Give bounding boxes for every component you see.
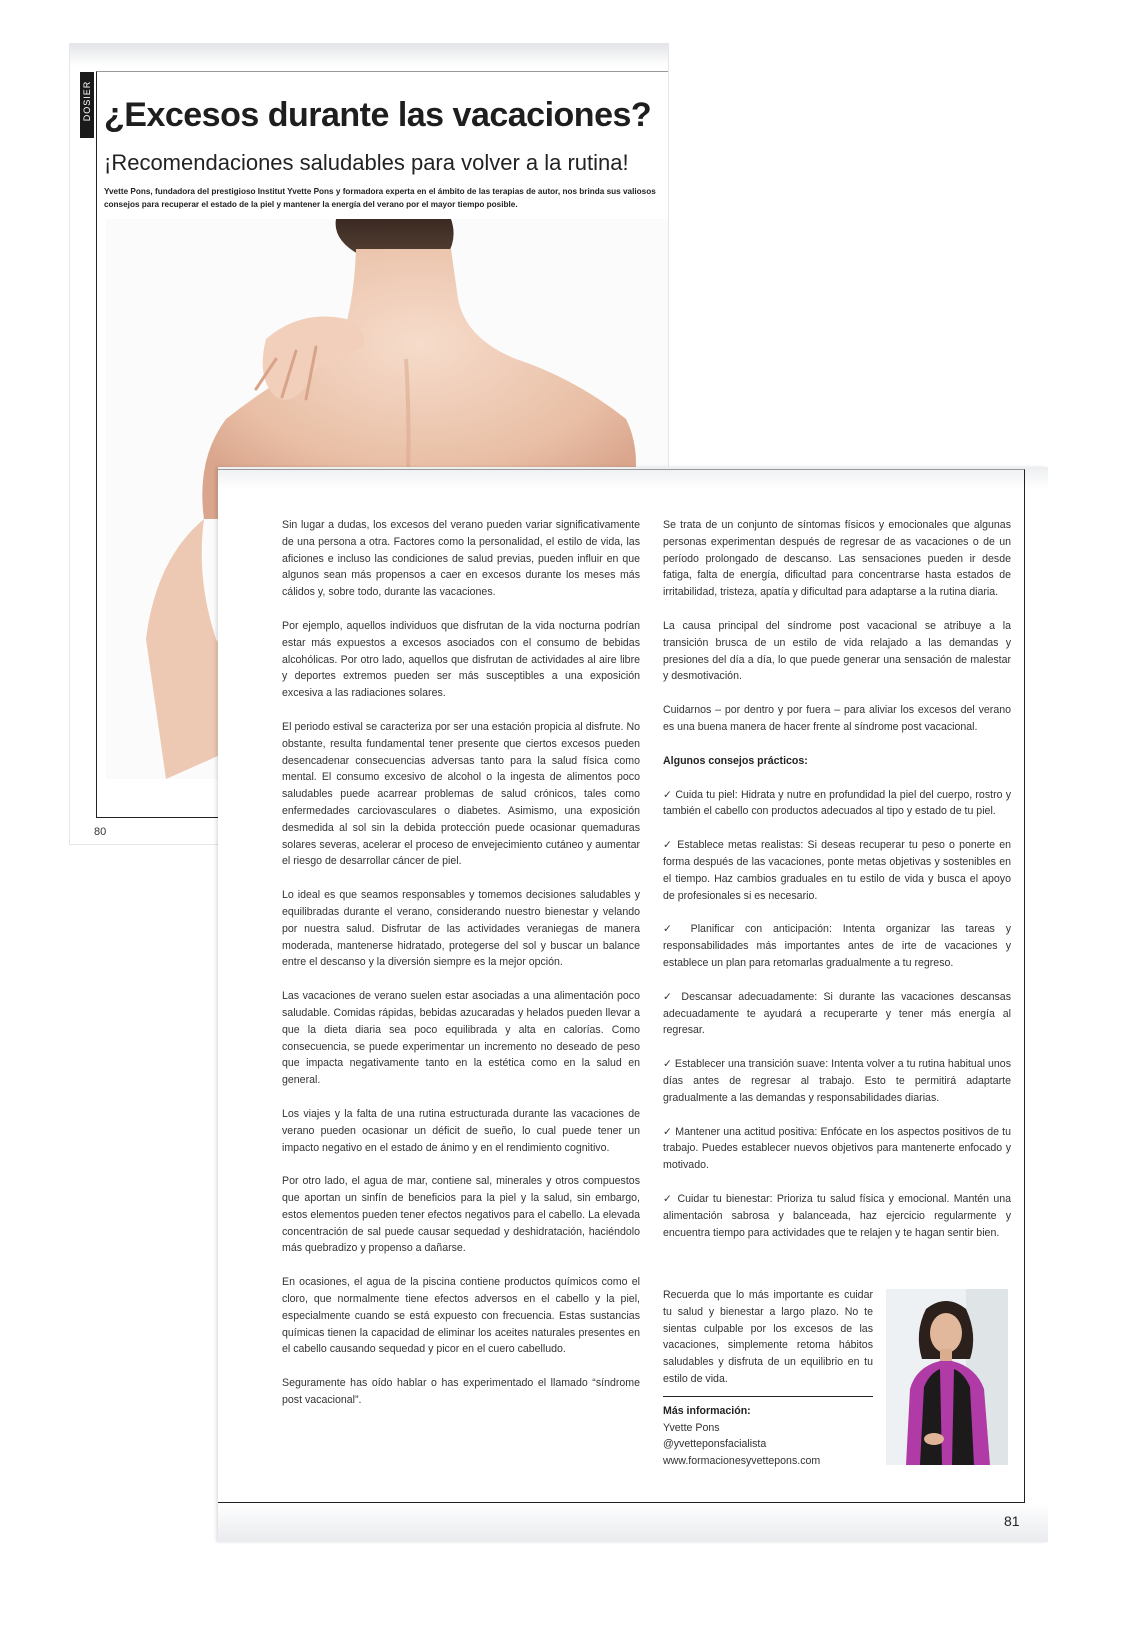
paragraph: Cuidarnos – por dentro y por fuera – para aliviar los excesos del verano es una buena manera de hacer frente al síndrome post vacacional. — [663, 704, 1011, 733]
section-tab — [80, 72, 94, 138]
tips-heading: Algunos consejos prácticos: — [663, 754, 808, 767]
closing-box — [663, 1287, 873, 1470]
page-81 — [218, 467, 1048, 1542]
right-column — [663, 517, 1011, 1258]
contact-web: www.formacionesyvettepons.com — [663, 1455, 821, 1468]
contact-name: Yvette Pons — [663, 1421, 720, 1434]
paragraph: Sin lugar a dudas, los excesos del verano pueden variar significativamente de una persona a otra. Factores como la personalidad, el estilo de vida, las aficiones e incluso las condiciones de salud previas, pueden influir en que algunos sean más propensos a caer en excesos durante los meses más cálidos y, sobre todo, durante las vacaciones. — [282, 519, 640, 599]
more-info-label: Más información: — [663, 1404, 751, 1417]
tip-item: ✓ Cuidar tu bienestar: Prioriza tu salud física y emocional. Mantén una alimentación sabrosa y balanceada, haz ejercicio regularmente y encuentra tiempo para actividades que te relajen y te hagan sentir bien. — [663, 1192, 1011, 1239]
contact-social: @yvetteponsfacialista — [663, 1438, 767, 1451]
article-title: ¿Excesos durante las vacaciones? — [104, 96, 652, 134]
paragraph: Seguramente has oído hablar o has experimentado el llamado “síndrome post vacacional”. — [282, 1377, 640, 1407]
article-intro: Yvette Pons, fundadora del prestigioso Institut Yvette Pons y formadora experta en el ámbito de las terapias de autor, nos brinda sus valiosos consejos para recuperar el estado de la piel y mantener la energía del verano por el mayor tiempo posible. — [104, 187, 656, 209]
paragraph: Se trata de un conjunto de síntomas físicos y emocionales que algunas personas experimentan después de regresar de as vacaciones o de un período prolongado de descanso. Las sensaciones pueden ir desde fatiga, falta de energía, dificultad para concentrarse hasta estados de irritabilidad, tristeza, apatía y dificultad para adaptarse a la rutina diaria. — [663, 519, 1011, 599]
page-bottom-shade — [218, 1502, 1048, 1542]
tip-item: ✓ Planificar con anticipación: Intenta organizar las tareas y responsabilidades más importantes antes de irte de vacaciones y establece un plan para retomarlas gradualmente a tu regreso. — [663, 923, 1011, 969]
tip-item: ✓ Cuida tu piel: Hidrata y nutre en profundidad la piel del cuerpo, rostro y también el cabello con productos adecuados al tipo y estado de tu piel. — [663, 788, 1011, 818]
paragraph: El periodo estival se caracteriza por ser una estación propicia al disfrute. No obstante, resulta fundamental tener presente que ciertos excesos pueden desencadenar consecuencias adversas tanto para la salud física como mental. El consumo excesivo de alcohol o la ingesta de alimentos poco saludables puede acarrear problemas de salud crónicos, tales como enfermedades carciovasculares o diabetes. Asimismo, una exposición desmedida al sol sin la debida protección puede ocasionar quemaduras solares severas, acelerar el proceso de envejecimiento cutáneo y aumentar el riesgo de desarrollar cáncer de piel. — [282, 720, 640, 868]
tip-item: ✓ Establecer una transición suave: Intenta volver a tu rutina habitual unos días antes de regresar al trabajo. Esto te permitirá adaptarte gradualmente a las demandas y responsabilidades diarias. — [663, 1058, 1011, 1104]
tip-item: ✓ Mantener una actitud positiva: Enfócate en los aspectos positivos de tu trabajo. Puedes establecer nuevos objetivos para mantenerte enfocado y motivado. — [663, 1125, 1011, 1172]
paragraph: Lo ideal es que seamos responsables y tomemos decisiones saludables y equilibradas durante el verano, considerando nuestro bienestar y velando por nuestra salud. Disfrutar de las actividades veraniegas de manera moderada, mantenerse hidratado, protegerse del sol y buscar un balance entre el descanso y la diversión siempre es la mejor opción. — [282, 889, 640, 969]
paragraph: Por ejemplo, aquellos individuos que disfrutan de la vida nocturna podrían estar más expuestos a excesos asociados con el consumo de bebidas alcohólicas. Por otro lado, aquellos que disfrutan de actividades al aire libre y deportes extremos pueden ser más susceptibles a una exposición excesiva a las radiaciones solares. — [282, 619, 640, 700]
paragraph: Los viajes y la falta de una rutina estructurada durante las vacaciones de verano pueden ocasionar un déficit de sueño, lo cual puede tener un impacto negativo en el estado de ánimo y en el rendimiento cognitivo. — [282, 1107, 640, 1154]
paragraph: Las vacaciones de verano suelen estar asociadas a una alimentación poco saludable. Comidas rápidas, bebidas azucaradas y helados pueden llevar a que la dieta diaria sea poco equilibrada y alta en calorías. Como consecuencia, se puede experimentar un incremento no deseado de peso que impacta negativamente tanto en la estética como en la salud en general. — [282, 990, 640, 1087]
author-portrait-photo — [886, 1289, 1008, 1465]
article-subtitle: ¡Recomendaciones saludables para volver a la rutina! — [104, 150, 629, 175]
tip-item: ✓ Establece metas realistas: Si deseas recuperar tu peso o ponerte en forma después de las vacaciones, ponte metas objetivas y sostenibles en el tiempo. Haz cambios graduales en tu estilo de vida y busca el apoyo de profesionales si es necesario. — [663, 839, 1011, 902]
tip-item: ✓ Descansar adecuadamente: Si durante las vacaciones descansas adecuadamente te ayudará a recuperarte y tener más energía al regresar. — [663, 990, 1011, 1037]
page-number: 80 — [94, 826, 107, 838]
left-column — [282, 517, 640, 1426]
closing-text: Recuerda que lo más importante es cuidar tu salud y bienestar a largo plazo. No te sientas culpable por los excesos de las vacaciones, simplemente retoma hábitos saludables y disfruta de un equilibrio en tu estilo de vida. — [663, 1289, 873, 1385]
divider — [663, 1396, 873, 1397]
paragraph: En ocasiones, el agua de la piscina contiene productos químicos como el cloro, que normalmente tiene efectos adversos en el cabello y la piel, especialmente cuando se está expuesto con frecuencia. Estas sustancias químicas tienen la capacidad de eliminar los aceites naturales presentes en el cabello causando sequedad y picor en el cuero cabelludo. — [282, 1276, 640, 1356]
paragraph: La causa principal del síndrome post vacacional se atribuye a la transición brusca de un estilo de vida relajado a las demandas y presiones del día a día, lo que puede generar una sensación de malestar y desmotivación. — [663, 619, 1011, 683]
paragraph: Por otro lado, el agua de mar, contiene sal, minerales y otros compuestos que aportan un sinfín de beneficios para la piel y la salud, sin embargo, estos elementos pueden tener efectos negativos para el cabello. La elevada concentración de sal puede causar sequedad y deshidratación, haciéndolo más quebradizo y propenso a dañarse. — [282, 1175, 640, 1255]
section-tab-label: DOSIER — [82, 80, 92, 122]
page-number: 81 — [1004, 1513, 1020, 1529]
page-top-shade — [70, 44, 668, 66]
